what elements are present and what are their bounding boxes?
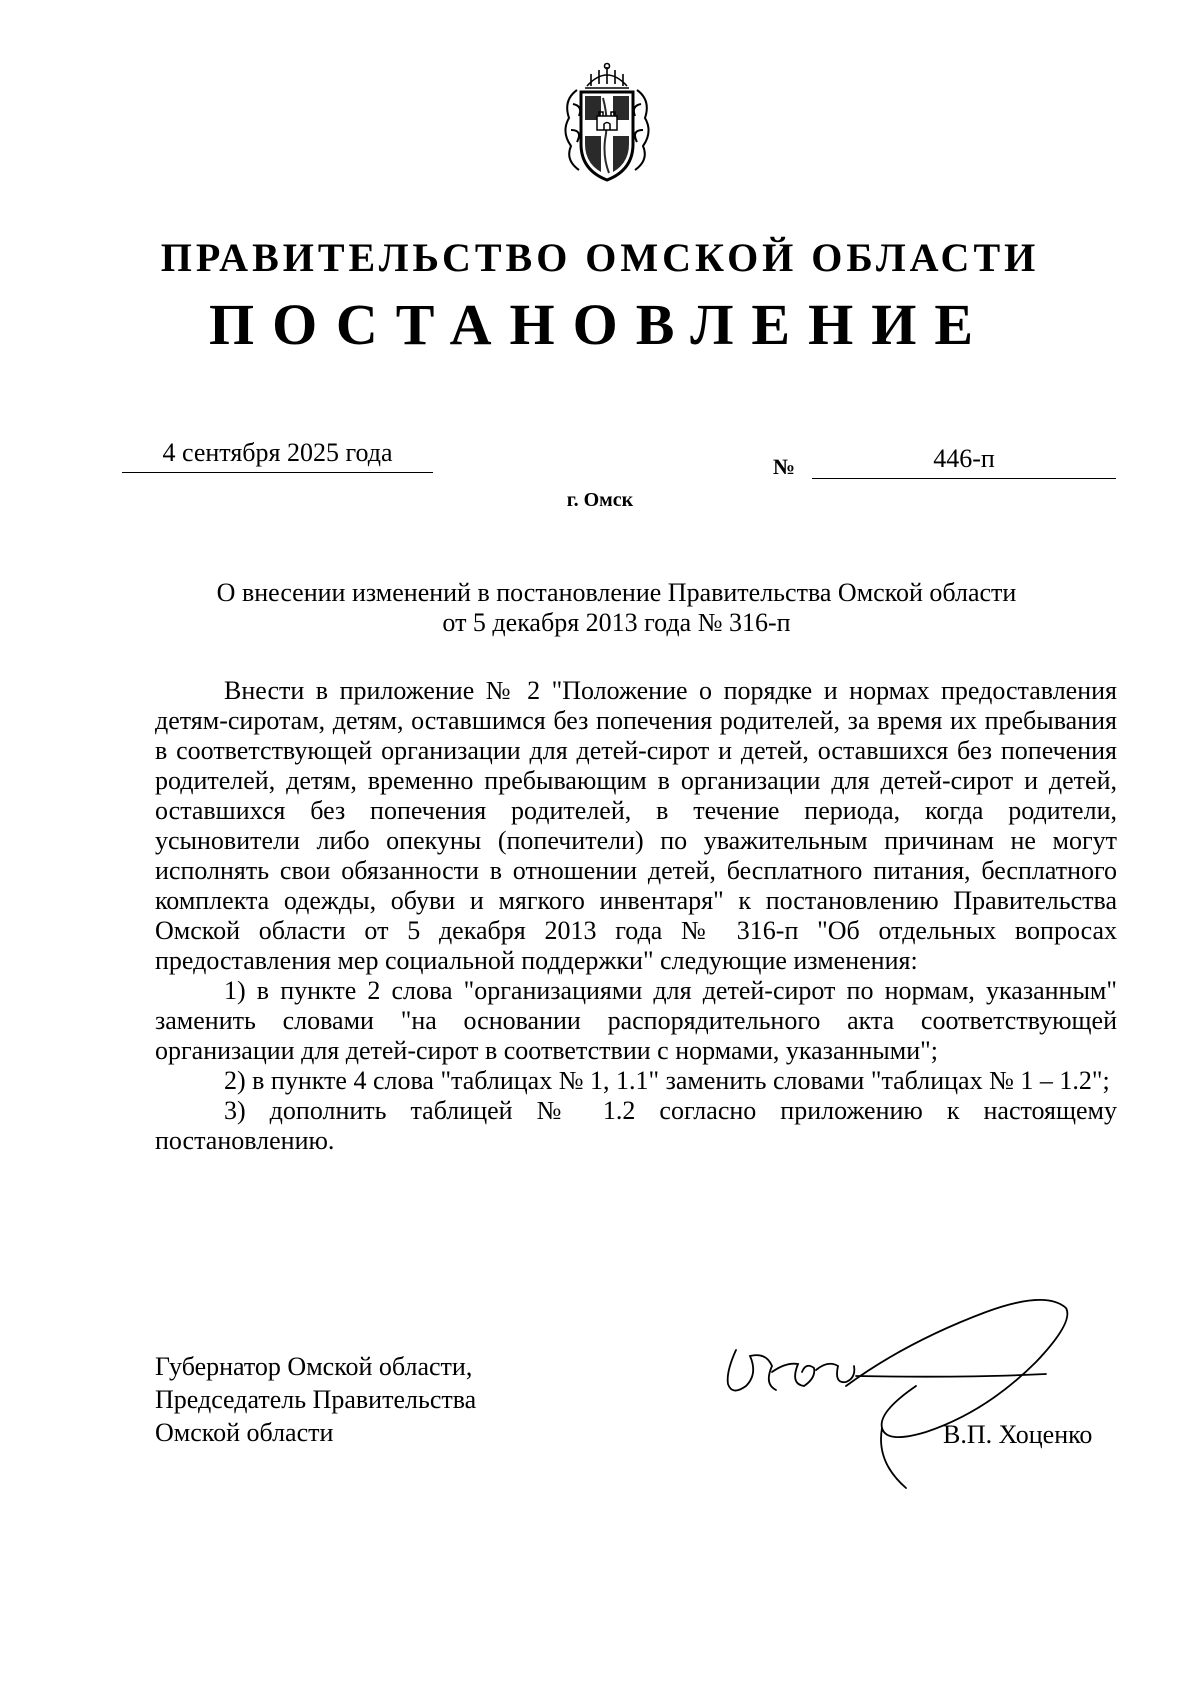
signatory-position: [155, 1350, 476, 1449]
document-subject: [155, 578, 1078, 638]
body-paragraph: 1) в пункте 2 слова "организациями для детей-сирот по нормам, указанным" заменить словами "на основании распорядительного акта соответствующей организации для детей-сирот в соответствии с нормами, указанными";: [155, 976, 1117, 1065]
body-paragraph: Внести в приложение № 2 "Положение о порядке и нормах предоставления детям-сиротам, детям, оставшимся без попечения родителей, за время их пребывания в соответствующей организации для детей-сирот и детей, оставшихся без попечения родителей, детям, временно пребывающим в организации для детей-сирот и детей, оставшихся без попечения родителей, в течение периода, когда родители, усыновители либо опекуны (попечители) по уважительным причинам не могут исполнять свои обязанности в отношении детей, бесплатного питания, бесплатного комплекта одежды, обуви и мягкого инвентаря" к постановлению Правительства Омской области от 5 декабря 2013 года № 316-п "Об отдельных вопросах предоставления мер социальной поддержки" следующие изменения:: [155, 676, 1117, 975]
body-paragraph: 3) дополнить таблицей № 1.2 согласно приложению к настоящему постановлению.: [155, 1096, 1117, 1155]
document-type-title: ПОСТАНОВЛЕНИЕ: [208, 292, 992, 357]
coat-of-arms-icon: [557, 60, 657, 188]
position-line: Губернатор Омской области,: [155, 1352, 473, 1381]
document-body: [155, 676, 1117, 1156]
document-date: 4 сентября 2025 года: [122, 440, 433, 473]
signatory-name: В.П. Хоценко: [943, 1420, 1093, 1449]
organization-title: ПРАВИТЕЛЬСТВО ОМСКОЙ ОБЛАСТИ: [160, 235, 1040, 280]
position-line: Председатель Правительства: [155, 1385, 477, 1414]
subject-line: от 5 декабря 2013 года № 316-п: [442, 608, 791, 637]
handwritten-signature-icon: [706, 1292, 1126, 1502]
document-number: 446-п: [812, 446, 1116, 479]
number-label: №: [773, 454, 796, 479]
body-paragraph: 2) в пункте 4 слова "таблицах № 1, 1.1" заменить словами "таблицах № 1 – 1.2";: [224, 1066, 1110, 1095]
subject-line: О внесении изменений в постановление Правительства Омской области: [216, 578, 1017, 607]
city: г. Омск: [566, 489, 634, 511]
position-line: Омской области: [155, 1418, 334, 1447]
